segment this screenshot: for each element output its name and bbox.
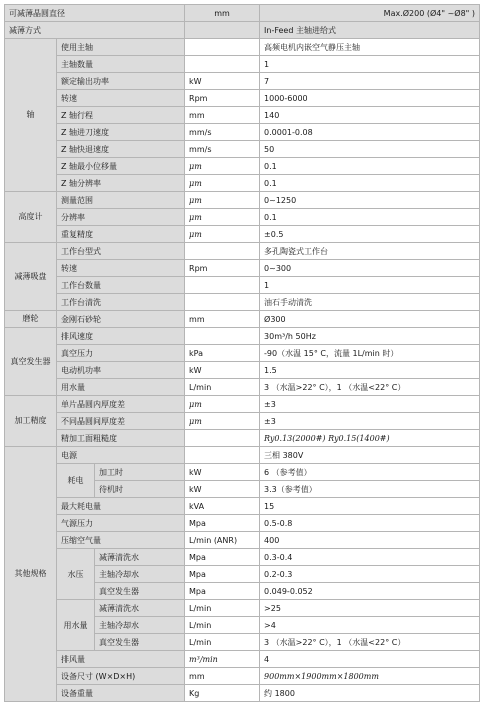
table-row — [5, 226, 480, 243]
row-value: 6 （参考值） — [260, 464, 480, 481]
table-row — [5, 345, 480, 362]
table-row — [5, 124, 480, 141]
row-unit — [185, 328, 260, 345]
row-value: >4 — [260, 617, 480, 634]
row-label: 减薄清洗水 — [95, 600, 185, 617]
row-label: 减薄清洗水 — [95, 549, 185, 566]
table-row — [5, 464, 480, 481]
row-label: 待机时 — [95, 481, 185, 498]
table-row — [5, 600, 480, 617]
row-unit: μm — [185, 209, 260, 226]
row-value: 3 （水温>22° C），1 （水温<22° C） — [260, 379, 480, 396]
table-row — [5, 243, 480, 260]
row-label: Z 轴进刀速度 — [57, 124, 185, 141]
table-row — [5, 192, 480, 209]
table-row — [5, 651, 480, 668]
row-label: 真空发生器 — [95, 583, 185, 600]
row-value: 900mm×1900mm×1800mm — [260, 668, 480, 685]
row-value: ±3 — [260, 396, 480, 413]
row-value: Ry0.13(2000#) Ry0.15(1400#) — [260, 430, 480, 447]
row-value: 0~300 — [260, 260, 480, 277]
table-row — [5, 73, 480, 90]
row-label: 电源 — [57, 447, 185, 464]
row-label: 排风速度 — [57, 328, 185, 345]
row-label: 最大耗电量 — [57, 498, 185, 515]
row-value: 三相 380V — [260, 447, 480, 464]
table-header-row — [5, 5, 480, 22]
subgroup-consumption: 耗电 — [57, 464, 95, 498]
row-label: 设备尺寸 (W×D×H) — [57, 668, 185, 685]
row-unit: mm — [185, 311, 260, 328]
row-unit: Kg — [185, 685, 260, 702]
table-row — [5, 379, 480, 396]
row-label: 主轴数量 — [57, 56, 185, 73]
row-unit: Mpa — [185, 566, 260, 583]
table-row — [5, 90, 480, 107]
row-unit: mm — [185, 107, 260, 124]
row-unit: Rpm — [185, 260, 260, 277]
row-unit — [185, 243, 260, 260]
row-unit: L/min (ANR) — [185, 532, 260, 549]
row-value: 0.2-0.3 — [260, 566, 480, 583]
table-row — [5, 209, 480, 226]
spec-table — [4, 4, 480, 702]
table-row — [5, 396, 480, 413]
row-value: 4 — [260, 651, 480, 668]
row-unit: μm — [185, 192, 260, 209]
row-value: 0.1 — [260, 209, 480, 226]
row-label: 转速 — [57, 90, 185, 107]
row-label: 电动机功率 — [57, 362, 185, 379]
row-value: 400 — [260, 532, 480, 549]
row-label: 工作台型式 — [57, 243, 185, 260]
row-unit — [185, 430, 260, 447]
row-unit: Mpa — [185, 583, 260, 600]
row-unit: mm/s — [185, 124, 260, 141]
row-label: 重复精度 — [57, 226, 185, 243]
row-label: 气源压力 — [57, 515, 185, 532]
table-row — [5, 141, 480, 158]
row-unit — [185, 294, 260, 311]
row-value: 140 — [260, 107, 480, 124]
row-value: 15 — [260, 498, 480, 515]
row-label: 工作台数量 — [57, 277, 185, 294]
group-wheel: 磨轮 — [5, 311, 57, 328]
row-label: 主轴冷却水 — [95, 566, 185, 583]
spec-sheet — [4, 4, 479, 702]
group-height-gauge: 高度计 — [5, 192, 57, 243]
row-unit — [185, 277, 260, 294]
group-vacuum: 真空发生器 — [5, 328, 57, 396]
row-label: 使用主轴 — [57, 39, 185, 56]
row-unit: μm — [185, 175, 260, 192]
row-label: Z 轴快退速度 — [57, 141, 185, 158]
group-spindle: 轴 — [5, 39, 57, 192]
table-row — [5, 107, 480, 124]
row-label: 额定输出功率 — [57, 73, 185, 90]
row-value: 1 — [260, 277, 480, 294]
table-row — [5, 175, 480, 192]
row-value: -90（水温 15° C，流量 1L/min 时） — [260, 345, 480, 362]
row-value: ±0.5 — [260, 226, 480, 243]
row-unit: μm — [185, 226, 260, 243]
row-value: 0~1250 — [260, 192, 480, 209]
row-label: 测量范围 — [57, 192, 185, 209]
row-value: 3.3（参考值） — [260, 481, 480, 498]
row-unit: L/min — [185, 379, 260, 396]
row-value: 高频电机内嵌空气静压主轴 — [260, 39, 480, 56]
row-unit: kW — [185, 464, 260, 481]
table-row — [5, 294, 480, 311]
row-unit — [185, 447, 260, 464]
group-other: 其他规格 — [5, 447, 57, 702]
table-row — [5, 413, 480, 430]
table-row — [5, 311, 480, 328]
row-value: 多孔陶瓷式工作台 — [260, 243, 480, 260]
subgroup-water-pressure: 水压 — [57, 549, 95, 600]
wafer-diameter-label: 可减薄晶圆直径 — [5, 5, 185, 22]
row-value: 3 （水温>22° C），1 （水温<22° C） — [260, 634, 480, 651]
method-value: In-Feed 主轴进给式 — [260, 22, 480, 39]
table-row — [5, 515, 480, 532]
row-label: 工作台清洗 — [57, 294, 185, 311]
row-unit: Mpa — [185, 515, 260, 532]
wafer-diameter-value: Max.Ø200 (Ø4" ~Ø8" ) — [260, 5, 480, 22]
row-unit: L/min — [185, 600, 260, 617]
table-row — [5, 668, 480, 685]
row-value: 0.1 — [260, 158, 480, 175]
row-value: 0.049-0.052 — [260, 583, 480, 600]
row-label: Z 轴行程 — [57, 107, 185, 124]
table-row — [5, 549, 480, 566]
row-unit — [185, 56, 260, 73]
row-value: >25 — [260, 600, 480, 617]
subgroup-water-usage: 用水量 — [57, 600, 95, 651]
row-unit: L/min — [185, 617, 260, 634]
row-value: 0.1 — [260, 175, 480, 192]
method-unit — [185, 22, 260, 39]
row-label: 分辨率 — [57, 209, 185, 226]
row-value: 0.0001-0.08 — [260, 124, 480, 141]
row-label: 精加工面粗糙度 — [57, 430, 185, 447]
row-label: 转速 — [57, 260, 185, 277]
row-value: Ø300 — [260, 311, 480, 328]
row-unit: Rpm — [185, 90, 260, 107]
row-label: 加工时 — [95, 464, 185, 481]
table-row — [5, 328, 480, 345]
row-value: 30m³/h 50Hz — [260, 328, 480, 345]
table-row — [5, 430, 480, 447]
group-precision: 加工精度 — [5, 396, 57, 447]
row-unit: kW — [185, 481, 260, 498]
table-row — [5, 39, 480, 56]
row-value: 0.3-0.4 — [260, 549, 480, 566]
row-label: 用水量 — [57, 379, 185, 396]
row-value: 1 — [260, 56, 480, 73]
table-row — [5, 260, 480, 277]
row-value: ±3 — [260, 413, 480, 430]
row-label: 设备重量 — [57, 685, 185, 702]
row-label: Z 轴分辨率 — [57, 175, 185, 192]
row-unit: kVA — [185, 498, 260, 515]
row-value: 50 — [260, 141, 480, 158]
row-unit: μm — [185, 158, 260, 175]
row-unit: m³/min — [185, 651, 260, 668]
row-label: 主轴冷却水 — [95, 617, 185, 634]
group-chuck: 减薄吸盘 — [5, 243, 57, 311]
row-label: 真空发生器 — [95, 634, 185, 651]
row-unit: μm — [185, 413, 260, 430]
row-value: 约 1800 — [260, 685, 480, 702]
table-row — [5, 362, 480, 379]
row-unit: kW — [185, 73, 260, 90]
row-value: 7 — [260, 73, 480, 90]
table-row — [5, 22, 480, 39]
row-unit: L/min — [185, 634, 260, 651]
row-label: 不同晶圆间厚度差 — [57, 413, 185, 430]
table-row — [5, 158, 480, 175]
row-unit: μm — [185, 396, 260, 413]
table-row — [5, 685, 480, 702]
row-unit: mm — [185, 668, 260, 685]
row-unit: mm/s — [185, 141, 260, 158]
row-label: Z 轴最小位移量 — [57, 158, 185, 175]
table-row — [5, 277, 480, 294]
row-label: 排风量 — [57, 651, 185, 668]
row-label: 金刚石砂轮 — [57, 311, 185, 328]
row-value: 1000-6000 — [260, 90, 480, 107]
table-row — [5, 56, 480, 73]
row-unit: kPa — [185, 345, 260, 362]
wafer-diameter-unit: mm — [185, 5, 260, 22]
row-value: 油石手动清洗 — [260, 294, 480, 311]
row-unit: Mpa — [185, 549, 260, 566]
table-row — [5, 498, 480, 515]
row-value: 1.5 — [260, 362, 480, 379]
row-value: 0.5-0.8 — [260, 515, 480, 532]
row-label: 真空压力 — [57, 345, 185, 362]
table-row — [5, 447, 480, 464]
row-label: 单片晶圆内厚度差 — [57, 396, 185, 413]
method-label: 减薄方式 — [5, 22, 185, 39]
row-unit — [185, 39, 260, 56]
row-unit: kW — [185, 362, 260, 379]
table-row — [5, 532, 480, 549]
row-label: 压缩空气量 — [57, 532, 185, 549]
